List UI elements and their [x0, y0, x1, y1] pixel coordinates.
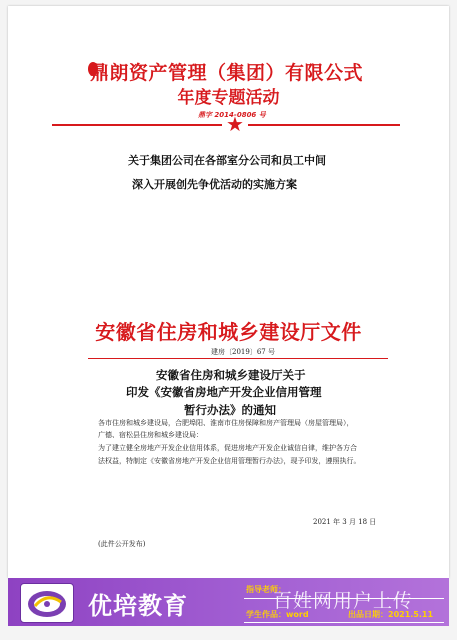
brand-name: 优培教育	[88, 592, 188, 620]
banner-line-bottom	[244, 622, 444, 623]
subject-line-1: 关于集团公司在各部室分公司和员工中间	[128, 154, 326, 167]
department-title: 安徽省住房和城乡建设厅文件	[95, 320, 362, 344]
doc-number-top: 鼎字 2014-0806 号	[198, 111, 266, 119]
footer-banner	[8, 578, 449, 626]
notice-date: 2021 年 3 月 18 日	[313, 518, 377, 526]
red-rule-right	[248, 124, 400, 126]
school-logo-icon	[20, 583, 74, 623]
body-line-1: 为了建立健全房地产开发企业信用体系，促进房地产开发企业诚信自律，维护各方合	[98, 444, 357, 452]
banner-date: 出品日期：2021.5.11	[348, 610, 434, 619]
watermark-text: 百姓网用户上传	[273, 590, 414, 612]
notice-heading-2: 印发《安徽省房地产开发企业信用管理	[126, 385, 322, 399]
company-title: 鼎朗资产管理（集团）有限公式	[90, 62, 364, 84]
notice-heading-1: 安徽省住房和城乡建设厅关于	[156, 368, 306, 382]
body-line-2: 法权益，特制定《安徽省房地产开发企业信用管理暂行办法》，现予印发，遵照执行。	[98, 457, 361, 465]
logo-graphic	[21, 584, 73, 622]
publish-note: (此件公开发布)	[98, 540, 146, 548]
recipients-line-2: 广德、宿松县住房和城乡建设局：	[98, 431, 203, 439]
red-rule-left	[52, 124, 222, 126]
red-star-icon: ★	[226, 112, 244, 136]
document-page	[8, 6, 449, 578]
subject-line-2: 深入开展创先争优活动的实施方案	[132, 178, 297, 191]
notice-divider	[88, 358, 388, 359]
event-title: 年度专题活动	[177, 88, 280, 108]
doc-number-notice: 建房〔2019〕67 号	[211, 348, 275, 356]
banner-work-type: 学生作品：word	[246, 610, 309, 619]
banner-instructor: 指导老师：	[246, 585, 286, 594]
recipients-line-1: 各市住房和城乡建设局，合肥埠阳、淮南市住房保障和房产管理局（房屋管理局），	[98, 419, 354, 427]
notice-heading-3: 暂行办法》的通知	[184, 403, 276, 417]
